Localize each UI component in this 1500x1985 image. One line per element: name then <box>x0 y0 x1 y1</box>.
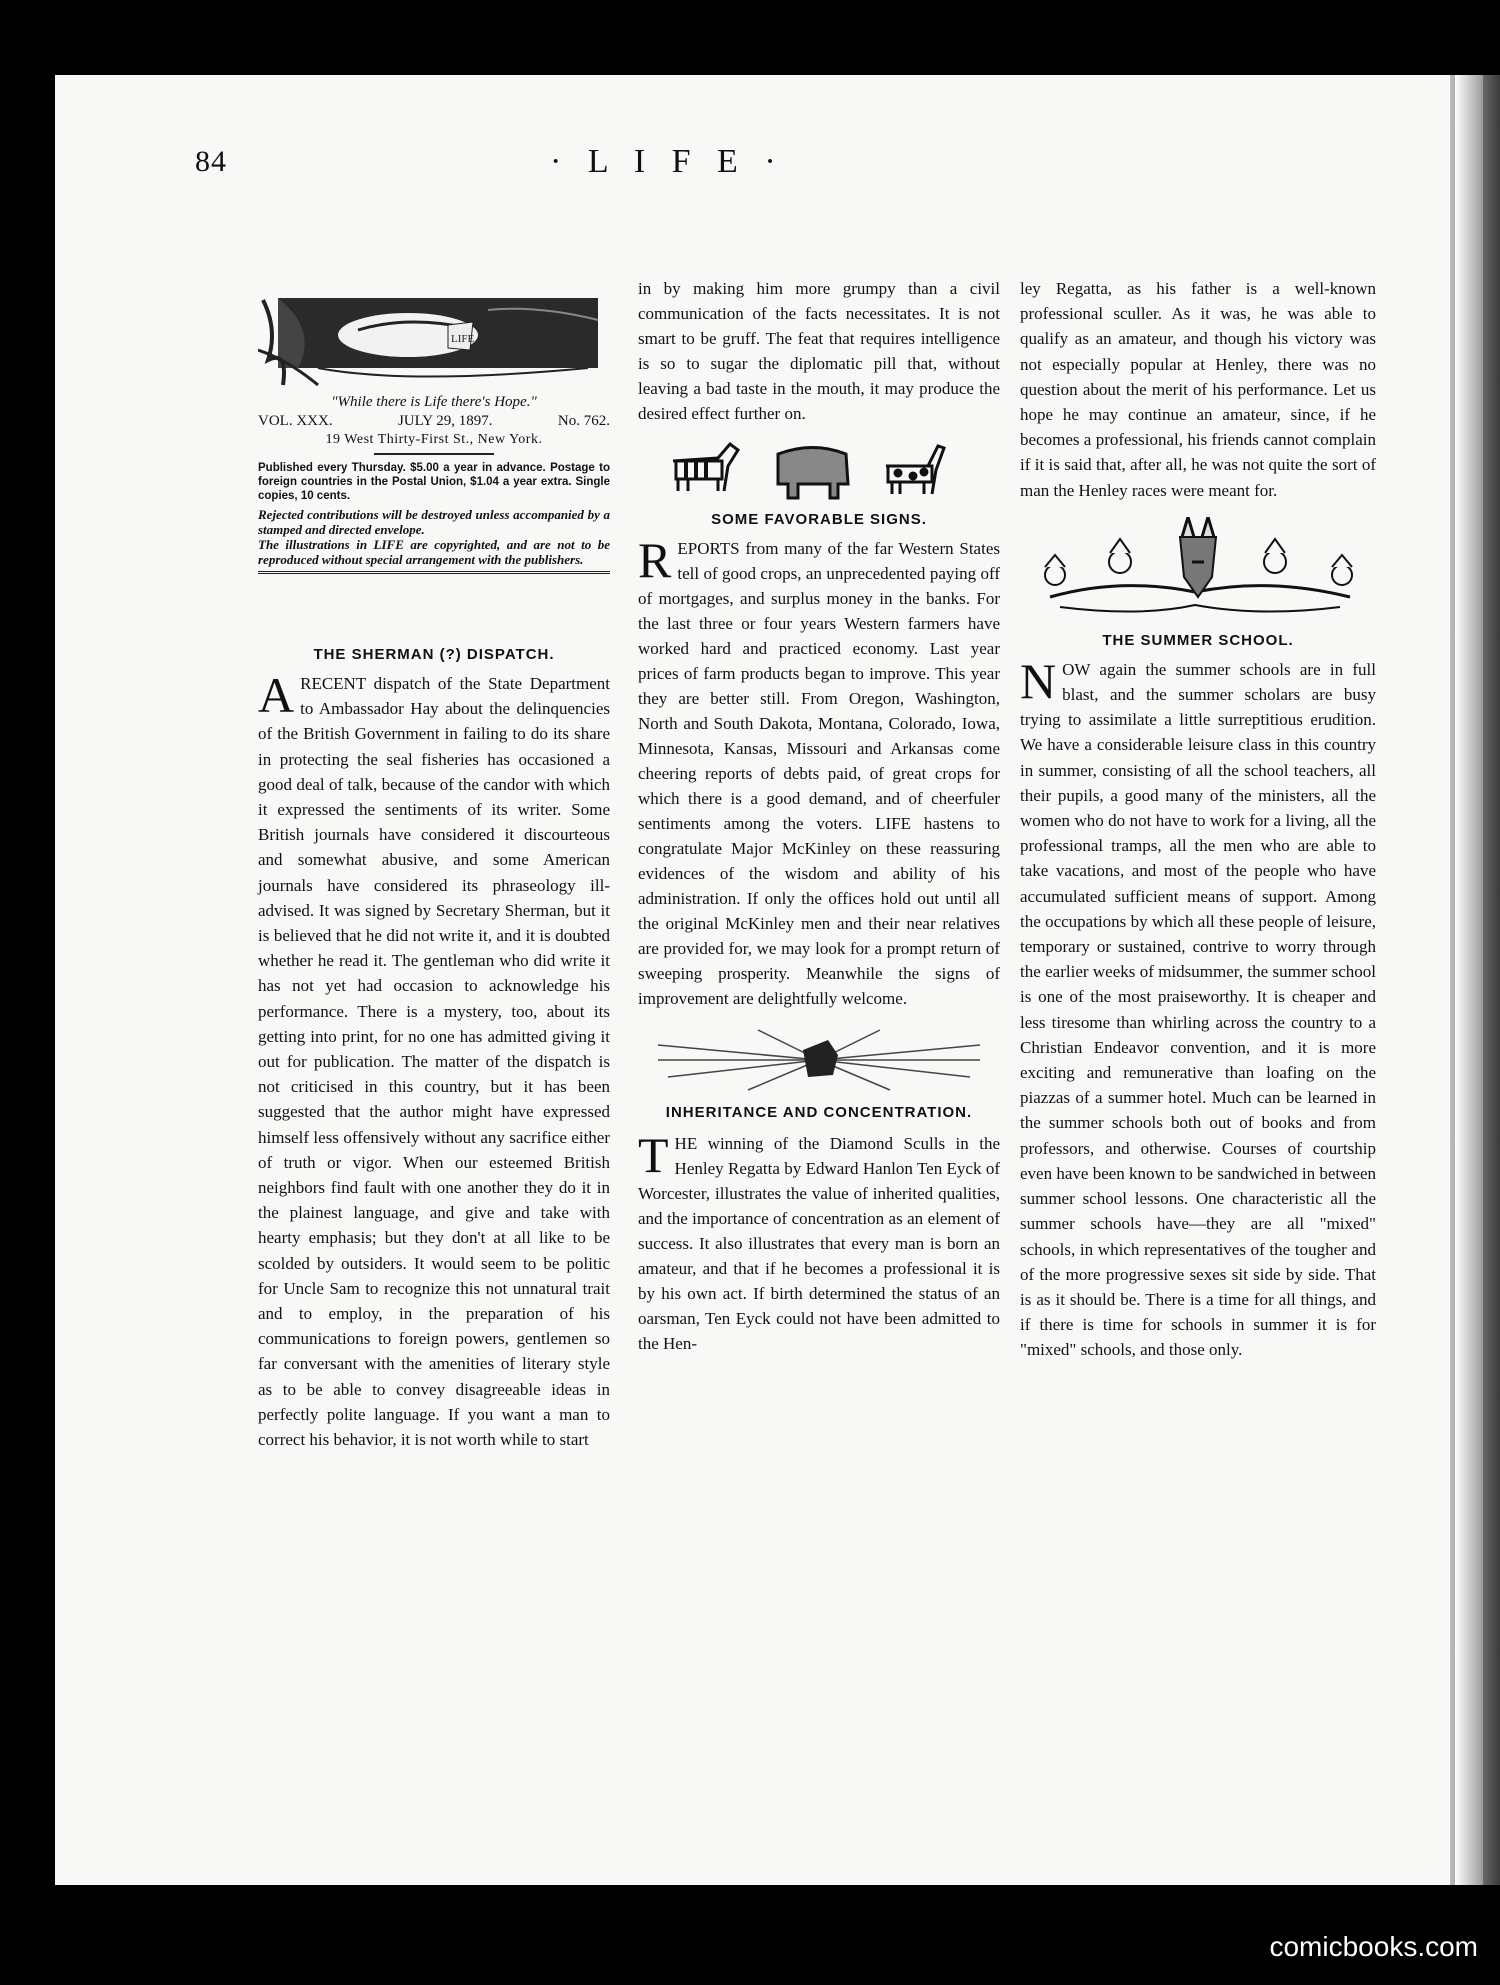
inheritance-body: HE winning of the Diamond Sculls in the Henley Regatta by Edward Hanlon Ten Eyck of Worcester, illustrates the value of inherited qualities, and the importance of concentration as an element of success. It also illustrates that every man is born an amateur, and that if he becomes a professional it is by his own act. If birth determined the status of an oarsman, Ten Eyck could not have been admitted to the Hen- <box>638 1134 1000 1353</box>
copyright-notice: The illustrations in LIFE are copyrighted, and are not to be reproduced without special arrangement with the publishers. <box>258 537 610 567</box>
signs-title: SOME FAVORABLE SIGNS. <box>711 511 927 528</box>
masthead-info <box>258 393 610 578</box>
page-header <box>195 145 1195 195</box>
publication-info: Published every Thursday. $5.00 a year in advance. Postage to foreign countries in the Postal Union, $1.04 a year extra. Single copies, 10 cents. <box>258 462 610 502</box>
column-2 <box>638 276 1000 1356</box>
zebra-icon <box>673 444 738 491</box>
logo-shield-text: LIFE <box>451 333 475 345</box>
animals-illustration <box>638 436 1000 508</box>
volume: VOL. XXX. <box>258 413 333 429</box>
school-body: OW again the summer schools are in full blast, and the summer scholars are busy trying to assimilate a little surreptitious erudition. We have a considerable leisure class in this country in summer, consisting of all the school teachers, all their pupils, a good many of the ministers, all the women who do not have to work for a living, all the professional tramps, all the men who are able to take vacations, and most of the people who have accumulated sufficient means of support. Among the occupations by which all these people of leisure, temporary or sustained, contrive to worry through the earlier weeks of midsummer, the summer school is one of the most praiseworthy. It is cheaper and less tiresome than whirling across the country to a Christian Endeavor convention, and it is more exciting and remunerative than loafing on the piazzas of a summer hotel. Much can be learned in the summer schools both out of books and from professors, and otherwise. Courses of courtship even have been known to be sandwiched in between summer school lessons. One characteristic all the summer schools have—they are all "mixed" schools, in which representatives of the tougher and of the more progressive sexes sit side by side. That is as it should be. There is a time for all things, and if there is time for schools in summer it is for "mixed" schools, and those only. <box>1020 659 1376 1360</box>
page-spine <box>1455 75 1483 1885</box>
article-body: RECENT dispatch of the State Department to Ambassador Hay about the delinquencies of the British Government in failing to do its share in protecting the seal fisheries has occasioned a good deal of talk, because of the candor with which it expressed the sentiments of its writer. Some British journals have considered it discourteous and somewhat abusive, and some American journals have considered its phraseology ill-advised. It was signed by Secretary Sherman, but it is believed that he did not write it, and it is doubted whether he read it. The gentleman who did write it has not yet had occasion to acknowledge his performance. There is a mystery, too, about its getting into print, for no one has admitted giving it out for publication. The matter of the dispatch is not criticised in this country, but it has been suggested that the author might have expressed himself less offensively without any sacrifice either of truth or vigor. When our esteemed British neighbors find fault with one another they do it in the plainest language, and give and take with hearty emphasis; but they don't at all like to be scolded by outsiders. It would seem to be politic for Uncle Sam to recognize this not unnatural trait and to employ, in the preparation of his communications to foreign powers, gentlemen so far conversant with the amenities of literary style as to be able to convey disagreeable ideas in perfectly polite language. If you want a man to correct his behavior, it is not worth while to start <box>258 674 610 1450</box>
drop-cap: R <box>638 532 672 588</box>
school-title: THE SUMMER SCHOOL. <box>1102 631 1294 649</box>
thistle-donkey-illustration <box>1020 517 1376 627</box>
site-watermark: comicbooks.com <box>1269 1931 1478 1962</box>
column-1 <box>201 200 555 290</box>
article-sherman <box>258 645 610 1452</box>
continued-text: in by making him more grumpy than a civil communication of the facts necessitates. It is not smart to be gruff. The feat that requires intelligence is so to sugar the diplomatic pill that, without leaving a bad taste in the mouth, it may produce the desired effect further on. <box>638 279 1000 423</box>
masthead-vignette-illustration <box>258 290 608 390</box>
publisher-address: 19 West Thirty-First St., New York. <box>325 432 543 447</box>
donkey-head-icon <box>1180 517 1216 597</box>
issue-date: JULY 29, 1897. <box>397 413 493 429</box>
divider <box>374 453 494 455</box>
signs-body: EPORTS from many of the far Western States tell of good crops, an unprecedented paying off of mortgages, and surplus money in the banks. For the last three or four years Western farmers have worked hard and practiced economy. Last year prices of farm products began to improve. This year they are better still. From Oregon, Washington, North and South Dakota, Montana, Colorado, Iowa, Minnesota, Kansas, Missouri and Arkansas come cheering reports of debts paid, of great crops for which there is a good demand, and of cheerfuler sentiments among the voters. LIFE hastens to congratulate Major McKinley on these reassuring evidences of the wisdom and ability of his administration. If only the offices hold out until all the original McKinley men and their near relatives are provided for, we may look for a prompt return of sweeping prosperity. Meanwhile the signs of improvement are delightfully welcome. <box>638 539 1000 1008</box>
volume-line <box>258 412 610 431</box>
column-3 <box>1020 276 1376 1363</box>
winged-head-icon <box>803 1040 838 1077</box>
masthead-title: · L I F E · <box>550 143 785 180</box>
motto: "While there is Life there's Hope." <box>331 394 537 410</box>
spotted-donkey-icon <box>886 446 944 494</box>
sunburst-illustration <box>638 1025 1000 1095</box>
inheritance-title: INHERITANCE AND CONCENTRATION. <box>665 1104 973 1121</box>
divider <box>258 571 610 574</box>
drop-cap: N <box>1020 652 1057 709</box>
issue-number: No. 762. <box>557 413 610 429</box>
article-title: THE SHERMAN (?) DISPATCH. <box>313 646 555 663</box>
page-number: 84 <box>195 145 227 178</box>
continued-text: ley Regatta, as his father is a well-known professional sculler. As it was, he was able to qualify as an amateur, and though his victory was not especially popular at Henley, there was no question about the merit of his performance. Let us hope he may continue an amateur, since, if he becomes a professional, his friends cannot complain if it is said that, after all, he was not quite the sort of man the Henley races were meant for. <box>1020 279 1376 500</box>
rejected-notice: Rejected contributions will be destroyed unless accompanied by a stamped and directed envelope. <box>258 507 610 537</box>
drop-cap: A <box>258 667 295 723</box>
elephant-icon <box>778 448 848 499</box>
drop-cap: T <box>638 1127 669 1183</box>
